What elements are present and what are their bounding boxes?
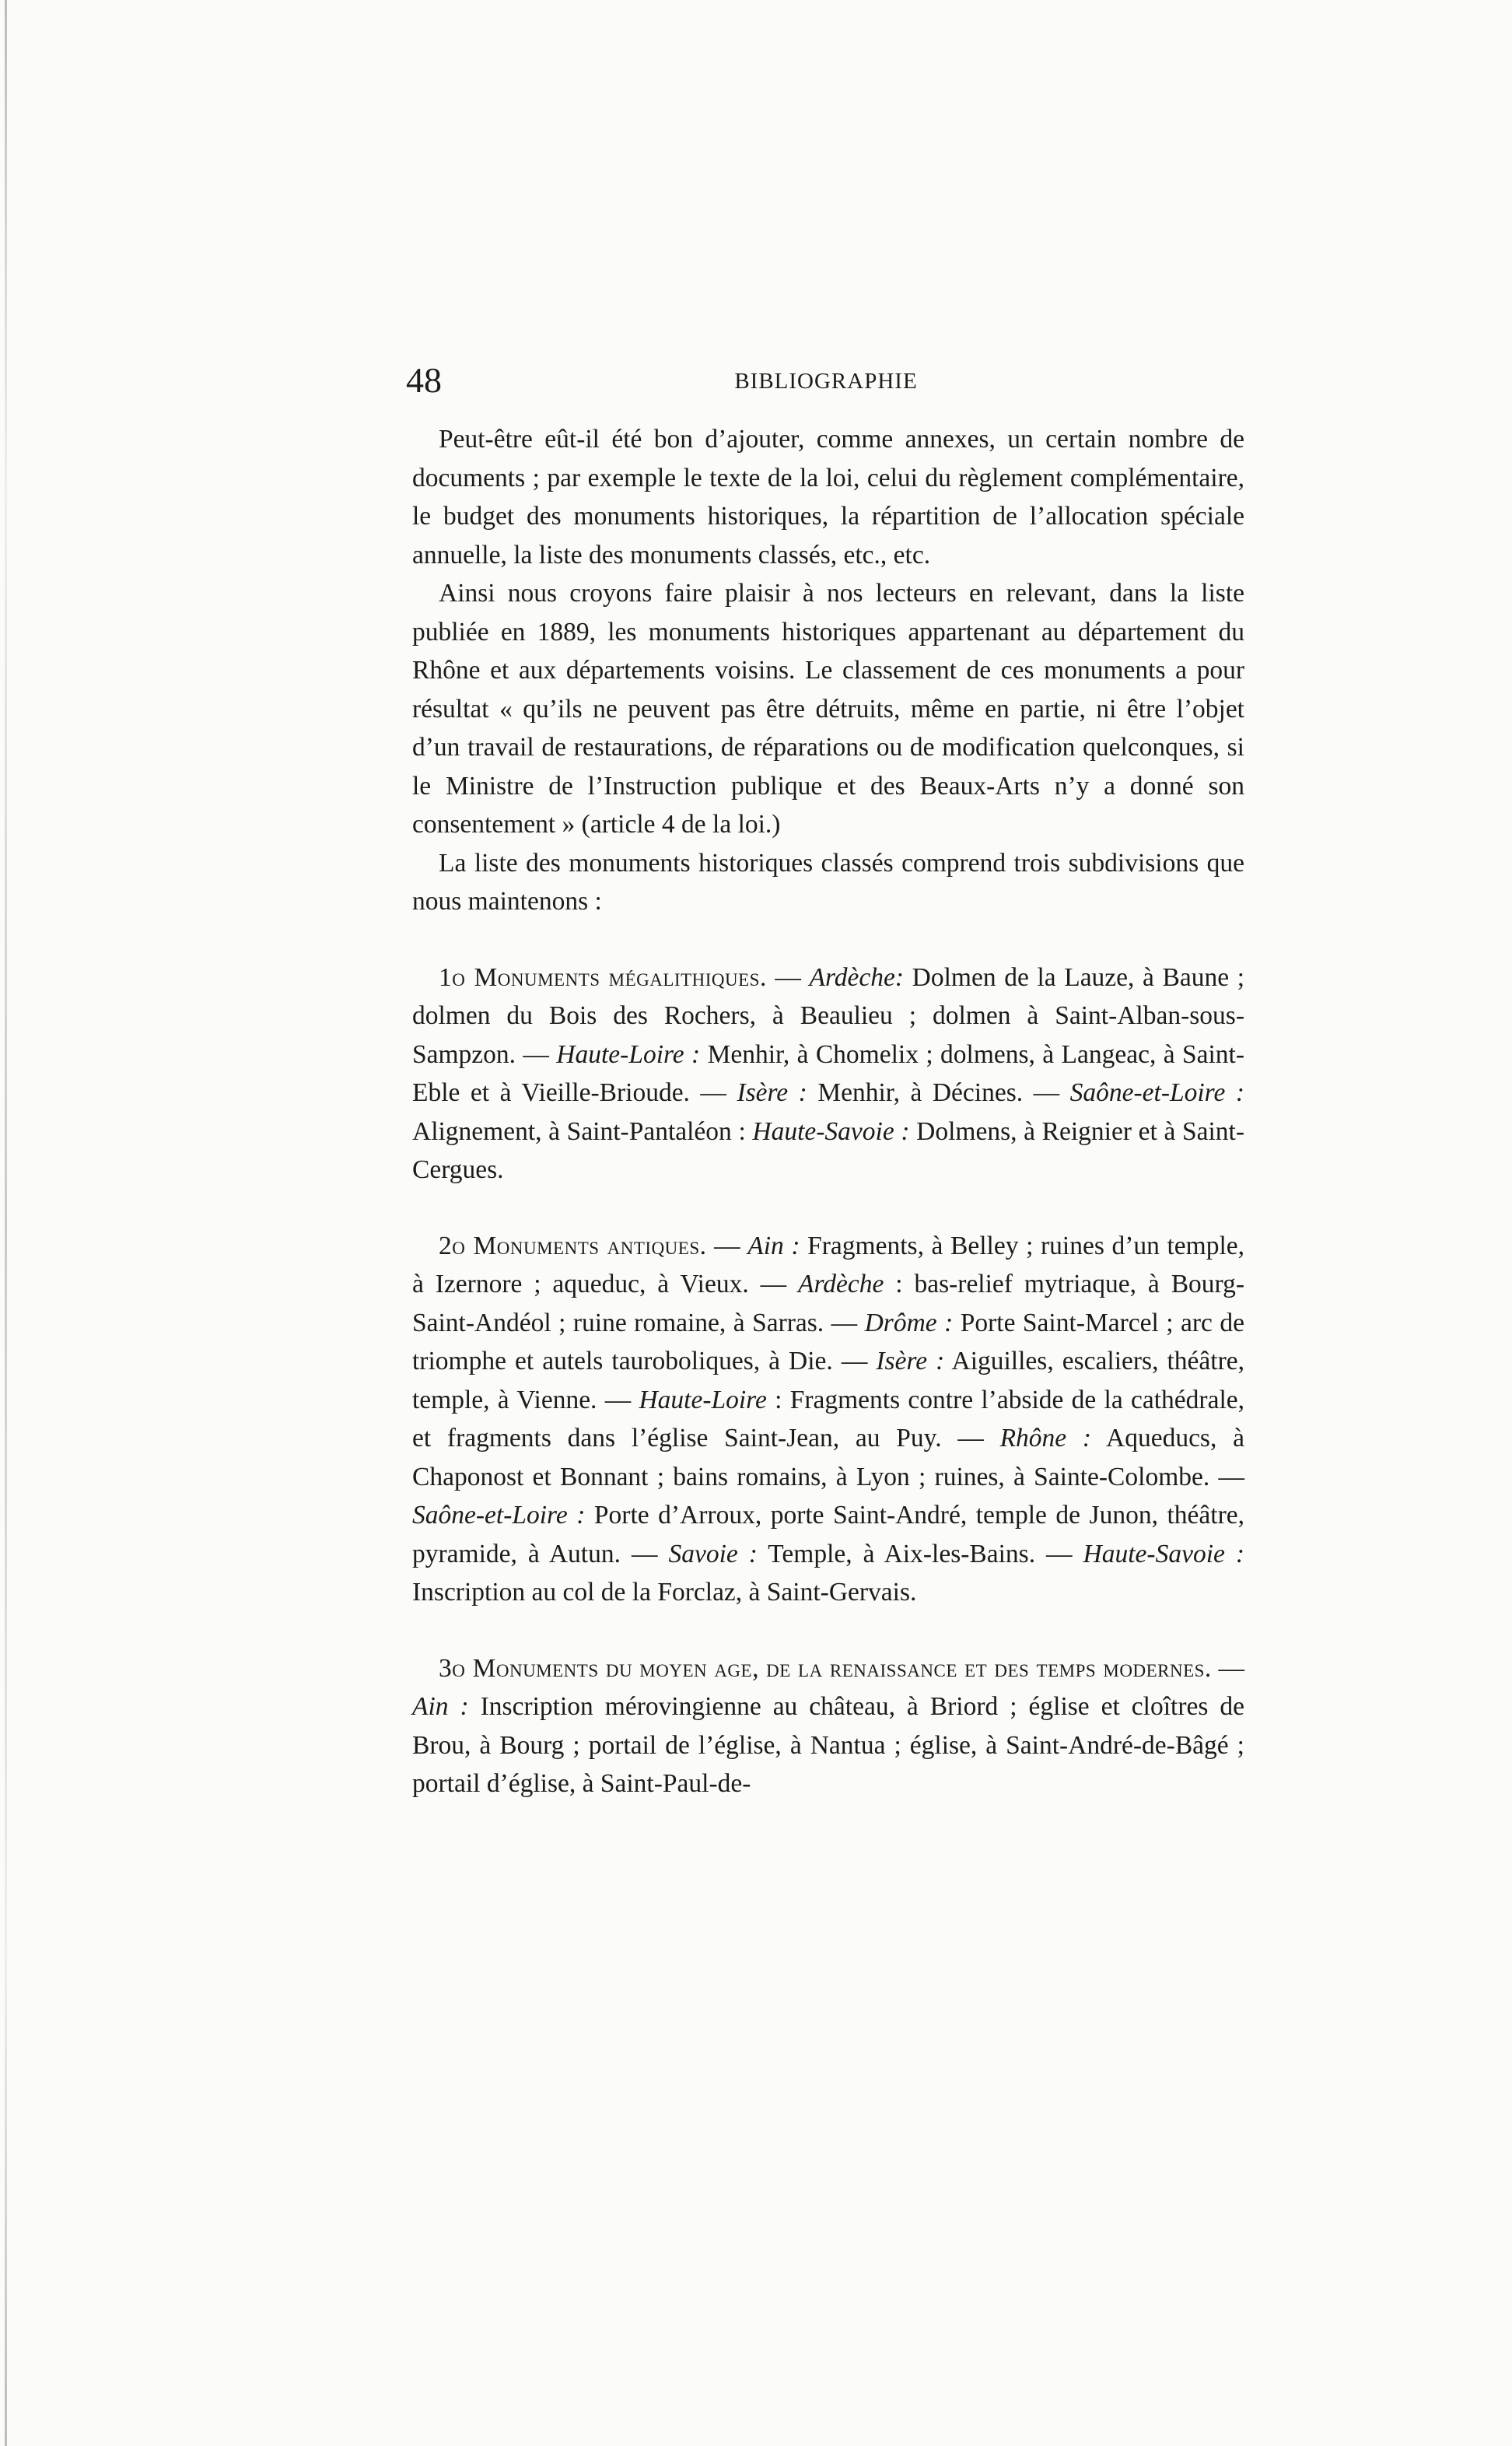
region-label: Haute-Loire : <box>556 1039 701 1069</box>
section-heading: 3o Monuments du moyen age, de la renaissance et des temps modernes. <box>439 1653 1212 1683</box>
region-label: Drôme : <box>864 1308 954 1337</box>
page-header <box>406 359 1246 406</box>
entry-text: Aiguilles, escaliers, théâtre, temple, à Vienne. — <box>412 1347 1244 1414</box>
region-label: Ardèche: <box>809 962 905 992</box>
entry-text: Dolmen de la Lauze, à Baune ; dolmen du Bois des Rochers, à Beaulieu ; dolmen à Saint-Alban-sous-Sampzon. — <box>412 962 1244 1069</box>
region-label: Haute-Savoie : <box>1083 1539 1245 1568</box>
paragraph-2: Ainsi nous croyons faire plaisir à nos lecteurs en relevant, dans la liste publiée en 1889, les monuments historiques appartenant au département du Rhône et aux départements voisins. Le classement de ces monuments a pour résultat « qu’ils ne peuvent pas être détruits, même en partie, ni être l’objet d’un travail de restaurations, de réparations ou de modification quelconques, si le Ministre de l’Instruction publique et des Beaux-Arts n’y a donné son consentement » (article 4 de la loi.) <box>412 579 1244 839</box>
section-medieval-modern <box>412 1649 1244 1803</box>
page-edge <box>5 0 7 2446</box>
region-label: Rhône : <box>999 1424 1092 1453</box>
dash: — <box>706 1231 748 1260</box>
region-label: Ain : <box>412 1692 469 1721</box>
section-heading: 1o Monuments mégalithiques. <box>439 962 767 992</box>
region-label: Isère : <box>737 1078 807 1107</box>
entry-text: Menhir, à Décines. — <box>807 1078 1070 1107</box>
entry-text: Fragments, à Belley ; ruines d’un temple, à Izernore ; aqueduc, à Vieux. — <box>412 1231 1245 1298</box>
region-label: Ardèche <box>798 1270 884 1298</box>
region-label: Savoie : <box>668 1539 758 1568</box>
entry-text: Porte d’Arroux, porte Saint-André, temple de Junon, théâtre, pyramide, à Autun. — <box>412 1501 1244 1568</box>
region-label: Haute-Savoie : <box>752 1116 910 1146</box>
dash: — <box>766 962 810 992</box>
dash: — <box>1211 1653 1245 1683</box>
entry-text: Dolmens, à Reignier et à Saint-Cergues. <box>412 1116 1244 1184</box>
entry-text: Inscription au col de la Forclaz, à Saint-Gervais. <box>412 1578 917 1607</box>
entry-text: Inscription mérovingienne au château, à Briord ; église et cloîtres de Brou, à Bourg ; portail de l’église, à Nantua ; église, à Saint-André-de-Bâgé ; portail d’église, à Saint-Paul-de- <box>412 1692 1244 1798</box>
entry-text: Porte Saint-Marcel ; arc de triomphe et autels tauroboliques, à Die. — <box>412 1308 1244 1375</box>
paragraph-1: Peut-être eût-il été bon d’ajouter, comme annexes, un certain nombre de documents ; par exemple le texte de la loi, celui du règlement complémentaire, le budget des monuments historiques, la répartition de l’allocation spéciale annuelle, la liste des monuments classés, etc., etc. <box>412 425 1244 569</box>
paragraph-3: La liste des monuments historiques classés comprend trois subdivisions que nous maintenons : <box>412 848 1244 916</box>
section-antiques <box>412 1227 1244 1612</box>
entry-text: : bas-relief mytriaque, à Bourg-Saint-Andéol ; ruine romaine, à Sarras. — <box>412 1270 1244 1337</box>
section-megalithic <box>412 958 1244 1190</box>
entry-text: Alignement, à Saint-Pantaléon : <box>412 1116 753 1146</box>
page-body <box>412 420 1244 1803</box>
page-number: 48 <box>406 360 442 400</box>
region-label: Ain : <box>747 1231 800 1260</box>
region-label: Isère : <box>876 1347 945 1375</box>
entry-text: Aqueducs, à Chaponost et Bonnant ; bains romains, à Lyon ; ruines, à Sainte-Colombe. — <box>412 1424 1244 1491</box>
entry-text: Temple, à Aix-les-Bains. — <box>757 1539 1083 1568</box>
region-label: Saône-et-Loire : <box>412 1501 586 1530</box>
entry-text: : Fragments contre l’abside de la cathédrale, et fragments dans l’église Saint-Jean, au Puy. — <box>412 1385 1244 1453</box>
region-label: Saône-et-Loire : <box>1069 1078 1244 1107</box>
running-head: BIBLIOGRAPHIE <box>734 369 918 394</box>
region-label: Haute-Loire <box>639 1385 767 1414</box>
entry-text: Menhir, à Chomelix ; dolmens, à Langeac, à Saint-Eble et à Vieille-Brioude. — <box>412 1039 1244 1107</box>
section-heading: 2o Monuments antiques. <box>439 1231 707 1260</box>
